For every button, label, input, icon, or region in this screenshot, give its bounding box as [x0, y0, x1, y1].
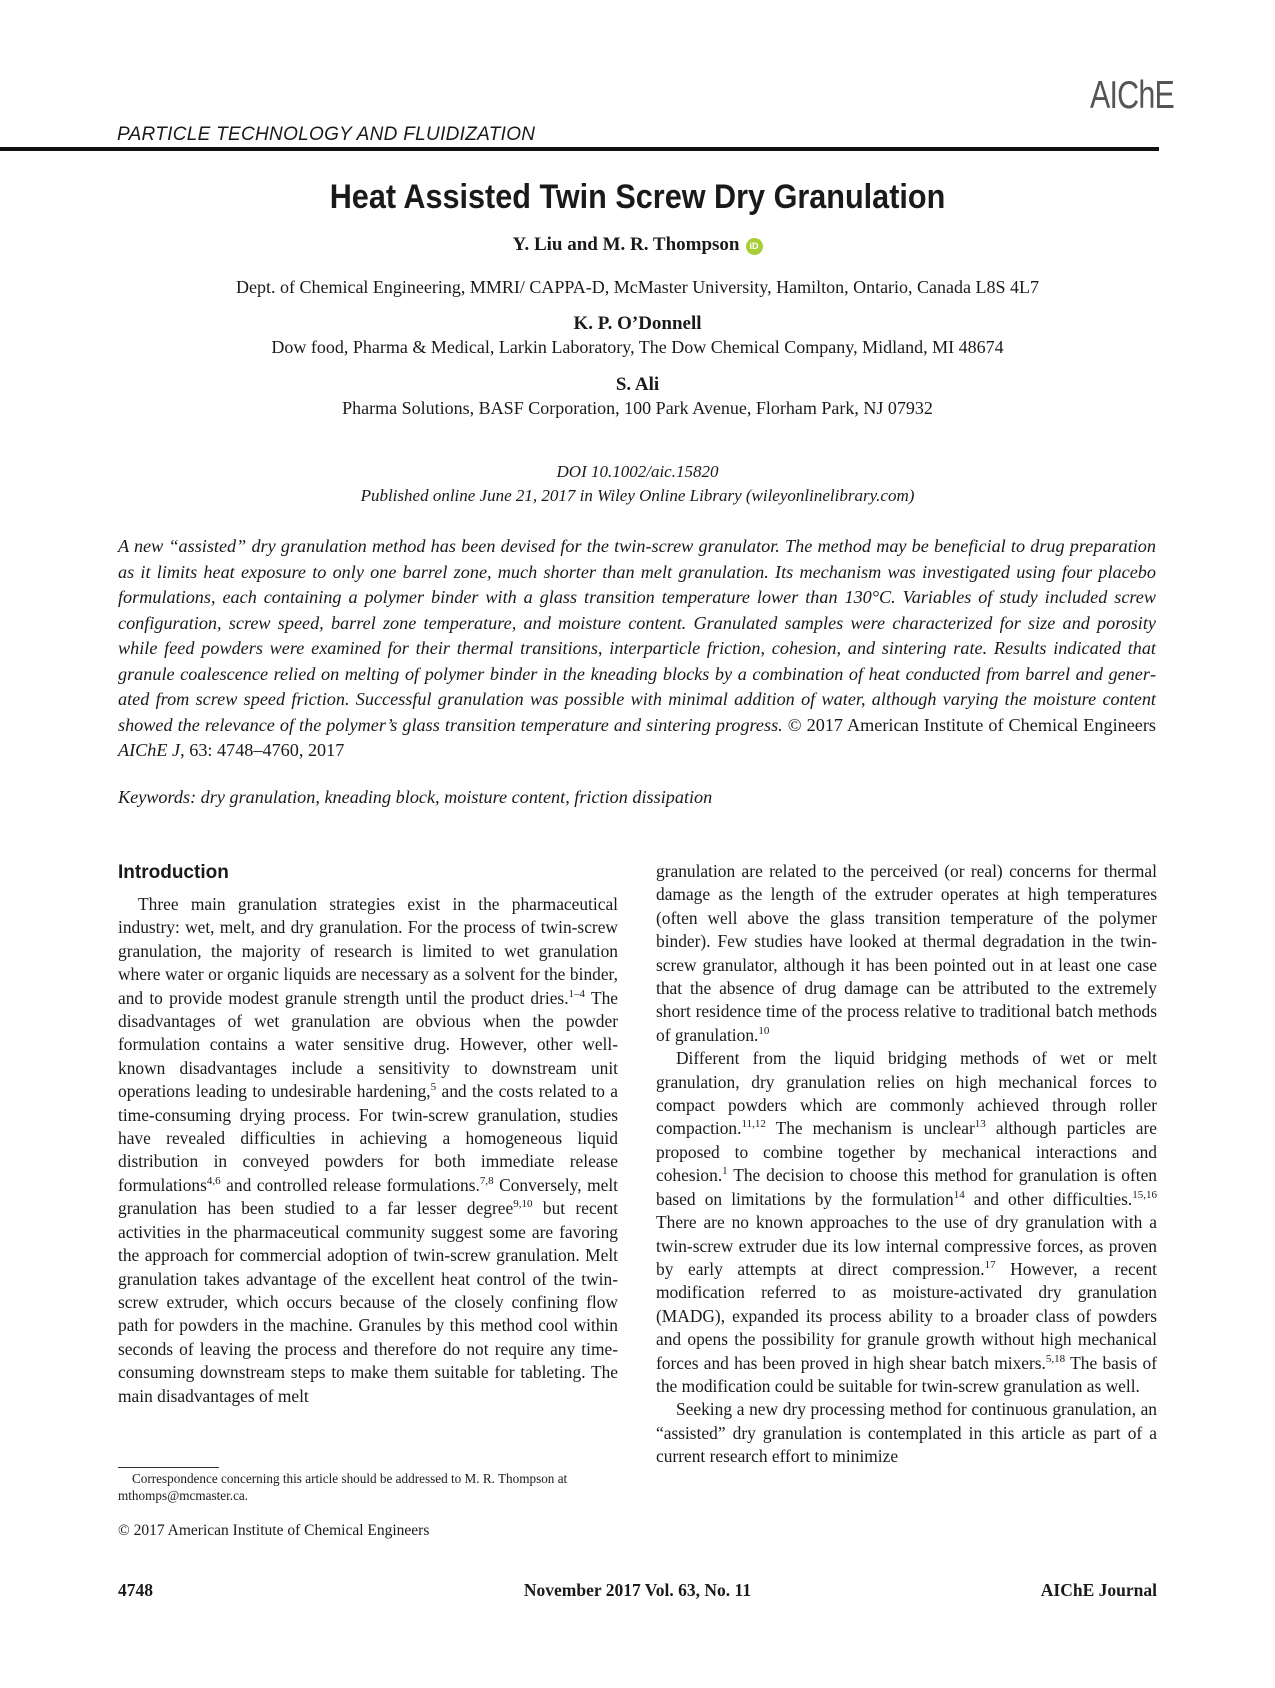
right-column [656, 860, 1157, 1469]
citation-ref[interactable]: 5,18 [1045, 1352, 1066, 1365]
section-heading-introduction: Introduction [118, 862, 229, 883]
paragraph-text: Three main granulation strategies exist in the pharmaceutical industry: wet, melt, and dry granulation. For the process of twin-screw granulation, the majority of research is limited to wet granulation where water or organic liquids are necessary as a solvent for the binder, and to provide modest granule strength until the product dries. [118, 894, 618, 1008]
affiliation-1: Dept. of Chemical Engineering, MMRI/ CAPPA-D, McMaster University, Hamilton, Ontario, Canada L8S 4L7 [235, 277, 1040, 297]
paragraph-text: The decision to choose this method for granulation is often based on limitations by the formulation [656, 1165, 1157, 1209]
author-line-3: S. Ali [615, 374, 660, 395]
header-rule [0, 147, 1159, 151]
paragraph-text: Seeking a new dry processing method for continuous granulation, an “assisted” dry granulation is contemplated in this article as part of a current research effort to minimize [656, 1399, 1157, 1467]
author-line-2: K. P. O’Donnell [573, 313, 702, 334]
doi-link[interactable]: DOI 10.1002/aic.15820 [556, 462, 719, 481]
paragraph-text: granulation are related to the perceived (or real) concerns for thermal damage as the length of the extruder operates at high temperatures (often well above the glass transition temperature of the polymer binder). Few studies have looked at thermal degradation in the twin-screw granulator, although it has been pointed out in at least one case that the absence of drug damage can be attributed to the extremely short residence time of the process relative to traditional batch methods of granulation. [656, 861, 1157, 1045]
paragraph-text: and the costs related to a time-consuming drying process. For twin-screw granulation, studies have revealed difficulties in achieving a homogeneous liquid distribution in conveyed powders for both immediate release formulations [118, 1081, 618, 1195]
paragraph [656, 1398, 1157, 1468]
citation-ref[interactable]: 10 [758, 1024, 770, 1037]
citation-ref[interactable]: 11,12 [741, 1118, 766, 1131]
paragraph-text: Conversely, melt granulation has been studied to a far lesser degree [118, 1174, 619, 1219]
citation-ref[interactable]: 9,10 [513, 1198, 533, 1211]
paragraph-text: However, a recent modification referred to as moisture-activated dry granulation (MADG), expanded its process ability to a broader class of powders and opens the possibility for granule growth without high mechanical forces and has been proved in high shear batch mixers. [656, 1258, 1158, 1373]
left-column [118, 893, 618, 1408]
section-label: PARTICLE TECHNOLOGY AND FLUIDIZATION [117, 124, 536, 145]
paragraph-text: There are no known approaches to the use of dry granulation with a twin-screw extruder due its low internal compressive forces, as proven by early attempts at direct compression. [656, 1212, 1157, 1279]
page-number: 4748 [118, 1580, 153, 1600]
paragraph-text: and other difficulties. [964, 1188, 1133, 1209]
paragraph [656, 1047, 1157, 1398]
citation-ref[interactable]: 5 [430, 1081, 437, 1094]
paragraph-text: but recent activities in the pharmaceutical community suggest some are favoring the approach for commercial adoption of twin-screw granulation. Melt granulation takes advantage of the excellent heat control of the twin-screw extruder, which occurs because of the closely confining flow path for powders in the machine. Granules by this method cool within seconds of leaving the process and therefore do not require any time-consuming downstream steps to make them suitable for tableting. The main disadvantages of melt [118, 1198, 618, 1406]
journal-name: AIChE Journal [1040, 1580, 1157, 1600]
copyright-notice: © 2017 American Institute of Chemical Engineers [118, 1522, 430, 1539]
citation-ref[interactable]: 17 [984, 1258, 996, 1271]
author-names: Y. Liu and M. R. Thompson [512, 234, 740, 255]
affiliation-3: Pharma Solutions, BASF Corporation, 100 Park Avenue, Florham Park, NJ 07932 [342, 398, 933, 418]
abstract-journal: AIChE J [118, 740, 181, 760]
paragraph-text: The basis of the modification could be suitable for twin-screw granulation as well. [656, 1352, 1157, 1396]
orcid-icon[interactable]: iD [746, 238, 763, 255]
author-line-1 [0, 234, 1275, 256]
citation-ref[interactable]: 4,6 [206, 1174, 221, 1187]
abstract-citation: , 63: 4748–4760, 2017 [180, 740, 345, 760]
paragraph-text: Different from the liquid bridging methods of wet or melt granulation, dry granulation relies on high mechanical forces to compact powders which are commonly achieved through roller compaction. [656, 1048, 1157, 1139]
issue-info: November 2017 Vol. 63, No. 11 [523, 1580, 752, 1600]
keywords: Keywords: dry granulation, kneading block, moisture content, friction dissipation [118, 787, 713, 807]
citation-ref[interactable]: 7,8 [479, 1174, 494, 1187]
published-online: Published online June 21, 2017 in Wiley Online Library (wileyonlinelibrary.com) [360, 486, 915, 505]
paragraph [656, 860, 1157, 1047]
abstract-copyright: © 2017 American Institute of Chemical Engineers [782, 714, 1156, 735]
citation-ref[interactable]: 15,16 [1132, 1188, 1157, 1201]
correspondence-footnote [118, 1471, 619, 1504]
paragraph [118, 893, 618, 1408]
citation-ref[interactable]: 13 [974, 1118, 986, 1131]
footnote-text: Correspondence concerning this article should be addressed to M. R. Thompson at mthomps@mcmaster.ca. [118, 1471, 568, 1503]
abstract-text: A new “assisted” dry granulation method has been devised for the twin-screw granulator. The method may be beneficial to drug preparation as it limits heat exposure to only one barrel zone, much shorter than melt granulation. Its mechanism was investigated using four placebo formulations, each containing a polymer binder with a glass transition temperature lower than 130°C. Variables of study included screw configuration, screw speed, barrel zone temperature, and moisture content. Granulated samples were characterized for size and porosity while feed powders were examined for their thermal transitions, interparticle friction, cohesion, and sintering rate. Results indicated that granule coalescence relied on melting of polymer binder in the kneading blocks by a combination of heat conducted from barrel and generated from screw speed friction. Successful granulation was possible with minimal addition of water, although varying the moisture content showed the relevance of the polymer’s glass transition temperature and sintering progress. [118, 536, 1156, 735]
citation-ref[interactable]: 1–4 [568, 987, 586, 1000]
paragraph-text: The disadvantages of wet granulation are obvious when the powder formulation contains a water sensitive drug. However, other well-known disadvantages include a sensitivity to downstream unit operations leading to undesirable hardening, [118, 987, 618, 1102]
affiliation-2: Dow food, Pharma & Medical, Larkin Laboratory, The Dow Chemical Company, Midland, MI 48674 [271, 337, 1004, 357]
footnote-rule [118, 1467, 219, 1468]
citation-ref[interactable]: 14 [953, 1188, 965, 1201]
citation-ref[interactable]: 1 [722, 1165, 728, 1178]
article-title: Heat Assisted Twin Screw Dry Granulation [329, 178, 946, 216]
aiche-logo: AIChE [1090, 74, 1175, 117]
abstract [118, 534, 1156, 764]
paragraph-text: The mechanism is unclear [765, 1118, 975, 1139]
paragraph-text: although particles are proposed to combine together by mechanical interactions and cohesion. [656, 1118, 1157, 1186]
paragraph-text: and controlled release formulations. [220, 1174, 480, 1195]
